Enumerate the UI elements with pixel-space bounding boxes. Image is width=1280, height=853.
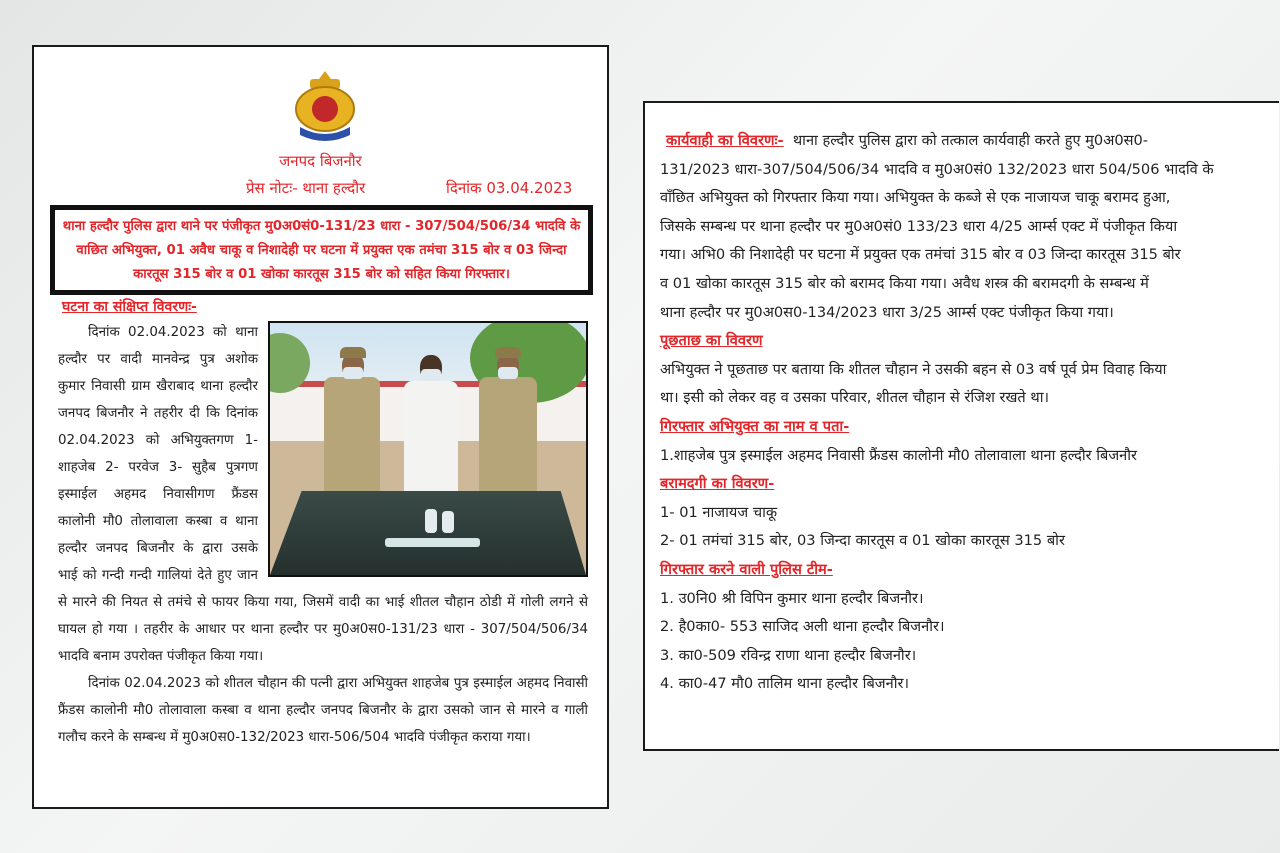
action-line: थाना हल्दौर पर मु0अ0स0-134/2023 धारा 3/25 आर्म्स एक्ट पंजीकृत किया गया। [660,303,1114,321]
press-note-date: दिनांक 03.04.2023 [446,179,573,197]
interrogation-line: था। इसी को लेकर वह व उसका परिवार, शीतल चौहान से रंजिश रखते था। [660,389,1050,407]
team-member: 3. का0-509 रविन्द्र राणा थाना हल्दौर बिजनौर। [660,646,917,664]
recovery-heading: बरामदगी का विवरण- [660,475,775,493]
action-line: गया। अभि0 की निशादेही पर घटना में प्रयुक्त एक तमंचां 315 बोर व 03 जिन्दा कारतूस 315 बोर [660,246,1181,264]
team-member: 2. है0का0- 553 साजिद अली थाना हल्दौर बिजनौर। [660,618,945,636]
accused-heading: गिरफ्तार अभियुक्त का नाम व पता- [660,417,850,435]
team-member: 1. उ0नि0 श्री विपिन कुमार थाना हल्दौर बिजनौर। [660,589,924,607]
accused-line: 1.शाहजेब पुत्र इस्माईल अहमद निवासी फ्रैंडस कालोनी मौ0 तोलावाला थाना हल्दौर बिजनौर [660,446,1138,464]
press-note-page-right [643,101,1279,751]
action-line: व 01 खोका कारतूस 315 बोर को बरामद किया गया। अवैध शस्त्र की बरामदगी के सम्बन्ध में [660,274,1149,292]
district-title: जनपद बिजनौर [279,152,362,170]
arrest-photo [268,321,588,577]
incident-heading: घटना का संक्षिप्त विवरणः- [62,299,197,315]
incident-description [58,319,588,751]
recovery-line: 1- 01 नाजायज चाकू [660,503,778,521]
action-line: वाँछित अभियुक्त को गिरफ्तार किया गया। अभियुक्त के कब्जे से एक नाजायज चाकू बरामद हुआ, [660,189,1171,207]
action-line: 131/2023 धारा-307/504/506/34 भादवि व मु0अ0सं0 132/2023 धारा 504/506 भादवि के [660,160,1214,178]
action-line: जिसके सम्बन्ध पर थाना हल्दौर पर मु0अ0सं0 133/23 धारा 4/25 आर्म्स एक्ट में पंजीकृत किया [660,217,1178,235]
recovery-line: 2- 01 तमंचां 315 बोर, 03 जिन्दा कारतूस व 01 खोका कारतूस 315 बोर [660,532,1065,550]
incident-paragraph-1: दिनांक 02.04.2023 को थाना हल्दौर पर वादी मानवेन्द्र पुत्र अशोक कुमार निवासी ग्राम खैराबाद थाना हल्दौर जनपद बिजनौर ने तहरीर दी कि दिनांक 02.04.2023 को अभियुक्तगण 1- शाहजेब 2- परवेज 3- सुहैब पुत्रगण इस्माईल अहमद निवासीगण फ्रैंडस कालोनी मौ0 तोलावाला कस्बा व थाना हल्दौर जनपद बिजनौर के द्वारा उसके भाई को गन्दी गन्दी गालियां देते हुए जान से मारने की नियत से तमंचे से फायर किया गया, जिसमें वादी का भाई शीतल चौहान ठोडी में गोली लगने से घायल हो गया । तहरीर के आधार पर थाना हल्दौर पर मु0अ0स0-131/23 धारा - 307/504/506/34 भादवि बनाम उपरोक्त पंजीकृत किया गया। [58,325,588,664]
action-heading: कार्यवाही का विवरणः- [666,132,784,149]
headline-box: थाना हल्दौर पुलिस द्वारा थाने पर पंजीकृत मु0अ0सं0-131/23 धारा - 307/504/506/34 भादवि के वाछित अभियुक्त, 01 अवैध चाकू व निशादेही पर घटना में प्रयुक्त एक तमंचा 315 बोर व 03 जिन्दा कारतूस 315 बोर व 01 खोका कारतूस 315 बोर को सहित किया गिरफ्तार। [50,205,593,295]
press-note-station: प्रेस नोटः- थाना हल्दौर [246,179,366,197]
table-with-seized-items [270,491,586,575]
team-member: 4. का0-47 मौ0 तालिम थाना हल्दौर बिजनौर। [660,675,910,693]
interrogation-line: अभियुक्त ने पूछताछ पर बताया कि शीतल चौहान ने उसकी बहन से 03 वर्ष पूर्व प्रेम विवाह किया [660,360,1167,378]
team-heading: गिरफ्तार करने वाली पुलिस टीम- [660,560,833,578]
interrogation-heading: पूछताछ का विवरण [660,332,763,350]
incident-paragraph-2: दिनांक 02.04.2023 को शीतल चौहान की पत्नी द्वारा अभियुक्त शाहजेब पुत्र इस्माईल अहमद निवासी फ्रैंडस कालोनी मौ0 तोलावाला कस्बा व थाना हल्दौर जनपद बिजनौर के द्वारा उसको जान से मारने व गाली गलौच करने के सम्बन्ध में मु0अ0स0-132/2023 धारा-506/504 भादवि पंजीकृत कराया गया। [58,676,588,745]
up-police-emblem-icon [292,69,358,145]
action-line: थाना हल्दौर पुलिस द्वारा को तत्काल कार्यवाही करते हुए मु0अ0स0- [792,132,1149,149]
press-note-page-left [32,45,609,809]
